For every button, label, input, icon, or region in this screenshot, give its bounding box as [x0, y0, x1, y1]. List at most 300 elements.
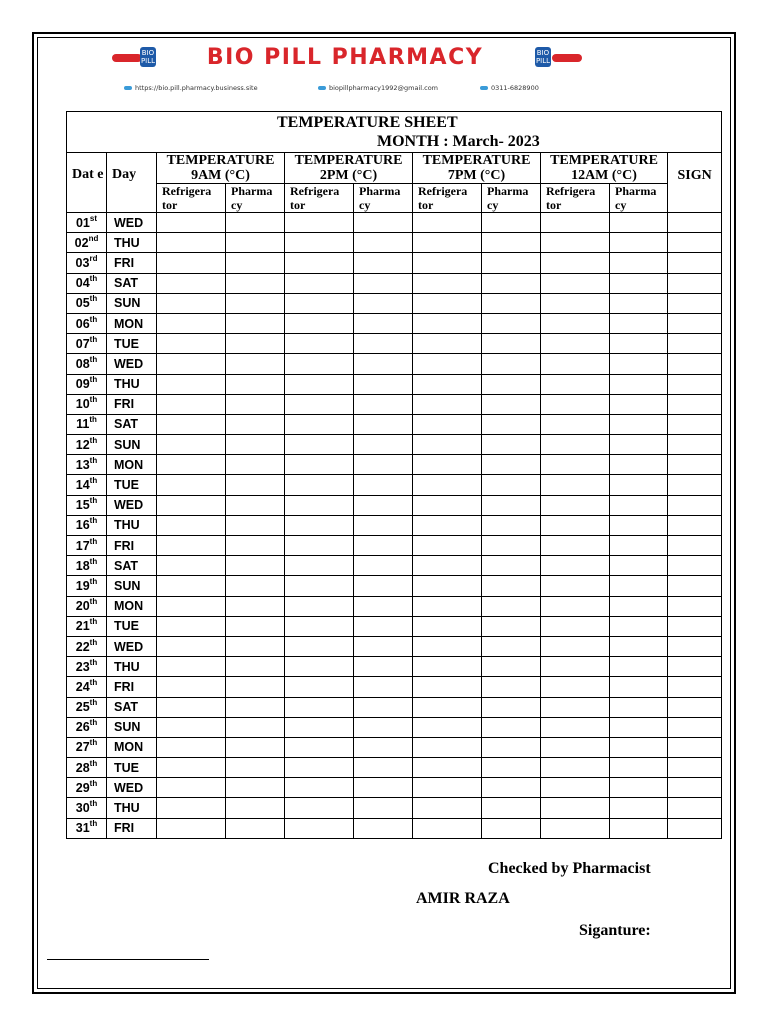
temperature-cell[interactable] [541, 313, 610, 333]
sign-cell[interactable] [668, 758, 722, 778]
sign-cell[interactable] [668, 717, 722, 737]
temperature-cell[interactable] [482, 253, 541, 273]
temperature-cell[interactable] [157, 596, 226, 616]
temperature-cell[interactable] [482, 313, 541, 333]
temperature-cell[interactable] [541, 253, 610, 273]
temperature-cell[interactable] [413, 616, 482, 636]
temperature-cell[interactable] [226, 354, 285, 374]
temperature-cell[interactable] [157, 475, 226, 495]
temperature-cell[interactable] [482, 636, 541, 656]
temperature-cell[interactable] [413, 697, 482, 717]
temperature-cell[interactable] [610, 233, 668, 253]
temperature-cell[interactable] [541, 435, 610, 455]
temperature-cell[interactable] [354, 293, 413, 313]
temperature-cell[interactable] [610, 253, 668, 273]
temperature-cell[interactable] [482, 778, 541, 798]
temperature-cell[interactable] [157, 556, 226, 576]
temperature-cell[interactable] [285, 536, 354, 556]
temperature-cell[interactable] [610, 596, 668, 616]
temperature-cell[interactable] [413, 455, 482, 475]
temperature-cell[interactable] [541, 636, 610, 656]
sign-cell[interactable] [668, 536, 722, 556]
temperature-cell[interactable] [285, 677, 354, 697]
temperature-cell[interactable] [541, 374, 610, 394]
temperature-cell[interactable] [285, 778, 354, 798]
temperature-cell[interactable] [413, 556, 482, 576]
temperature-cell[interactable] [610, 495, 668, 515]
temperature-cell[interactable] [610, 414, 668, 434]
temperature-cell[interactable] [610, 374, 668, 394]
sign-cell[interactable] [668, 576, 722, 596]
sign-cell[interactable] [668, 495, 722, 515]
temperature-cell[interactable] [610, 556, 668, 576]
temperature-cell[interactable] [157, 374, 226, 394]
temperature-cell[interactable] [610, 394, 668, 414]
temperature-cell[interactable] [285, 233, 354, 253]
sign-cell[interactable] [668, 596, 722, 616]
temperature-cell[interactable] [285, 556, 354, 576]
temperature-cell[interactable] [610, 657, 668, 677]
temperature-cell[interactable] [354, 273, 413, 293]
temperature-cell[interactable] [610, 354, 668, 374]
temperature-cell[interactable] [285, 213, 354, 233]
temperature-cell[interactable] [610, 334, 668, 354]
temperature-cell[interactable] [285, 313, 354, 333]
temperature-cell[interactable] [354, 334, 413, 354]
temperature-cell[interactable] [157, 495, 226, 515]
temperature-cell[interactable] [413, 515, 482, 535]
temperature-cell[interactable] [226, 455, 285, 475]
temperature-cell[interactable] [226, 515, 285, 535]
temperature-cell[interactable] [226, 414, 285, 434]
temperature-cell[interactable] [285, 435, 354, 455]
temperature-cell[interactable] [541, 394, 610, 414]
temperature-cell[interactable] [541, 677, 610, 697]
sign-cell[interactable] [668, 636, 722, 656]
temperature-cell[interactable] [413, 293, 482, 313]
temperature-cell[interactable] [226, 293, 285, 313]
temperature-cell[interactable] [482, 213, 541, 233]
temperature-cell[interactable] [413, 495, 482, 515]
temperature-cell[interactable] [285, 354, 354, 374]
table-row [67, 677, 722, 697]
temperature-cell[interactable] [482, 798, 541, 818]
temperature-cell[interactable] [482, 495, 541, 515]
temperature-cell[interactable] [354, 515, 413, 535]
temperature-cell[interactable] [354, 576, 413, 596]
temperature-cell[interactable] [226, 536, 285, 556]
temperature-cell[interactable] [157, 758, 226, 778]
day-cell: SAT [107, 556, 157, 576]
temperature-cell[interactable] [226, 818, 285, 838]
temperature-cell[interactable] [610, 717, 668, 737]
temperature-cell[interactable] [482, 818, 541, 838]
temperature-cell[interactable] [226, 213, 285, 233]
temperature-cell[interactable] [413, 374, 482, 394]
temperature-cell[interactable] [354, 374, 413, 394]
sign-cell[interactable] [668, 374, 722, 394]
temperature-cell[interactable] [226, 556, 285, 576]
temperature-cell[interactable] [285, 596, 354, 616]
temperature-cell[interactable] [354, 536, 413, 556]
temperature-cell[interactable] [541, 354, 610, 374]
temperature-cell[interactable] [226, 253, 285, 273]
temperature-cell[interactable] [541, 576, 610, 596]
temperature-cell[interactable] [226, 798, 285, 818]
temperature-cell[interactable] [610, 536, 668, 556]
temperature-cell[interactable] [285, 758, 354, 778]
temperature-cell[interactable] [226, 778, 285, 798]
temperature-cell[interactable] [354, 313, 413, 333]
temperature-cell[interactable] [354, 455, 413, 475]
temperature-cell[interactable] [610, 213, 668, 233]
temperature-cell[interactable] [541, 657, 610, 677]
temperature-cell[interactable] [157, 657, 226, 677]
temperature-cell[interactable] [157, 334, 226, 354]
temperature-cell[interactable] [482, 293, 541, 313]
checked-by-label: Checked by Pharmacist [488, 860, 651, 877]
temperature-cell[interactable] [285, 495, 354, 515]
temperature-cell[interactable] [354, 798, 413, 818]
temperature-cell[interactable] [157, 536, 226, 556]
temperature-cell[interactable] [157, 737, 226, 757]
temperature-cell[interactable] [226, 616, 285, 636]
temperature-cell[interactable] [482, 758, 541, 778]
temperature-cell[interactable] [413, 414, 482, 434]
temperature-cell[interactable] [354, 778, 413, 798]
temperature-cell[interactable] [354, 435, 413, 455]
table-row [67, 313, 722, 333]
temperature-cell[interactable] [541, 515, 610, 535]
date-suffix: th [89, 677, 98, 687]
temperature-cell[interactable] [285, 636, 354, 656]
date-cell [67, 374, 107, 394]
website-item [124, 84, 258, 92]
temperature-cell[interactable] [354, 818, 413, 838]
temperature-cell[interactable] [354, 253, 413, 273]
temperature-cell[interactable] [157, 253, 226, 273]
temperature-cell[interactable] [354, 495, 413, 515]
temperature-cell[interactable] [226, 576, 285, 596]
day-cell: TUE [107, 475, 157, 495]
temperature-cell[interactable] [157, 818, 226, 838]
temperature-cell[interactable] [610, 636, 668, 656]
temperature-cell[interactable] [157, 213, 226, 233]
temperature-cell[interactable] [354, 394, 413, 414]
sign-cell[interactable] [668, 455, 722, 475]
temperature-cell[interactable] [354, 213, 413, 233]
temperature-cell[interactable] [482, 455, 541, 475]
temperature-cell[interactable] [413, 657, 482, 677]
temperature-cell[interactable] [541, 273, 610, 293]
temperature-cell[interactable] [285, 455, 354, 475]
temperature-cell[interactable] [157, 697, 226, 717]
temperature-cell[interactable] [413, 253, 482, 273]
temperature-cell[interactable] [285, 798, 354, 818]
sign-cell[interactable] [668, 435, 722, 455]
temperature-cell[interactable] [482, 374, 541, 394]
temperature-cell[interactable] [157, 233, 226, 253]
temperature-cell[interactable] [610, 293, 668, 313]
temperature-cell[interactable] [482, 475, 541, 495]
temperature-cell[interactable] [157, 455, 226, 475]
temperature-cell[interactable] [610, 677, 668, 697]
temperature-cell[interactable] [610, 818, 668, 838]
temperature-cell[interactable] [285, 414, 354, 434]
temperature-cell[interactable] [541, 455, 610, 475]
temperature-cell[interactable] [541, 778, 610, 798]
table-row [67, 616, 722, 636]
temperature-cell[interactable] [157, 414, 226, 434]
temperature-cell[interactable] [226, 475, 285, 495]
temperature-cell[interactable] [482, 414, 541, 434]
temperature-cell[interactable] [413, 536, 482, 556]
temperature-cell[interactable] [354, 414, 413, 434]
temperature-cell[interactable] [157, 576, 226, 596]
sign-cell[interactable] [668, 697, 722, 717]
temperature-cell[interactable] [482, 334, 541, 354]
sign-cell[interactable] [668, 233, 722, 253]
temperature-cell[interactable] [285, 273, 354, 293]
temperature-cell[interactable] [482, 737, 541, 757]
temperature-cell[interactable] [541, 818, 610, 838]
temperature-cell[interactable] [226, 657, 285, 677]
temperature-cell[interactable] [413, 798, 482, 818]
temperature-cell[interactable] [413, 758, 482, 778]
temperature-cell[interactable] [413, 354, 482, 374]
temperature-cell[interactable] [226, 313, 285, 333]
temperature-cell[interactable] [541, 616, 610, 636]
temperature-cell[interactable] [226, 435, 285, 455]
temperature-cell[interactable] [482, 536, 541, 556]
temperature-cell[interactable] [354, 717, 413, 737]
temperature-cell[interactable] [541, 737, 610, 757]
temperature-cell[interactable] [354, 636, 413, 656]
sign-cell[interactable] [668, 515, 722, 535]
temperature-cell[interactable] [610, 798, 668, 818]
temperature-cell[interactable] [610, 313, 668, 333]
temperature-cell[interactable] [482, 596, 541, 616]
table-row [67, 717, 722, 737]
sign-cell[interactable] [668, 737, 722, 757]
temperature-cell[interactable] [226, 596, 285, 616]
temperature-cell[interactable] [157, 273, 226, 293]
temperature-cell[interactable] [354, 758, 413, 778]
temperature-cell[interactable] [285, 293, 354, 313]
temperature-cell[interactable] [285, 334, 354, 354]
temperature-cell[interactable] [413, 313, 482, 333]
date-number: 09 [75, 377, 90, 392]
temperature-cell[interactable] [285, 475, 354, 495]
temperature-cell[interactable] [285, 657, 354, 677]
temperature-cell[interactable] [413, 677, 482, 697]
temperature-cell[interactable] [354, 677, 413, 697]
temperature-cell[interactable] [285, 737, 354, 757]
temperature-cell[interactable] [285, 697, 354, 717]
temperature-cell[interactable] [610, 737, 668, 757]
temperature-cell[interactable] [354, 737, 413, 757]
temperature-cell[interactable] [610, 475, 668, 495]
temperature-cell[interactable] [610, 758, 668, 778]
date-cell [67, 778, 107, 798]
temperature-cell[interactable] [226, 677, 285, 697]
temperature-cell[interactable] [157, 313, 226, 333]
temperature-cell[interactable] [541, 334, 610, 354]
temperature-cell[interactable] [413, 213, 482, 233]
temperature-cell[interactable] [226, 233, 285, 253]
temperature-cell[interactable] [157, 394, 226, 414]
sign-cell[interactable] [668, 475, 722, 495]
temperature-cell[interactable] [541, 475, 610, 495]
temperature-cell[interactable] [285, 818, 354, 838]
temperature-cell[interactable] [354, 596, 413, 616]
temperature-cell[interactable] [482, 677, 541, 697]
temperature-cell[interactable] [354, 354, 413, 374]
temperature-cell[interactable] [354, 616, 413, 636]
temperature-cell[interactable] [413, 233, 482, 253]
sign-cell[interactable] [668, 677, 722, 697]
temperature-cell[interactable] [541, 758, 610, 778]
temperature-cell[interactable] [541, 293, 610, 313]
temperature-cell[interactable] [285, 616, 354, 636]
sign-cell[interactable] [668, 778, 722, 798]
table-row [67, 455, 722, 475]
temperature-cell[interactable] [482, 354, 541, 374]
temperature-cell[interactable] [157, 435, 226, 455]
temperature-cell[interactable] [610, 576, 668, 596]
temperature-cell[interactable] [482, 576, 541, 596]
temperature-cell[interactable] [226, 334, 285, 354]
temperature-cell[interactable] [285, 717, 354, 737]
temperature-cell[interactable] [157, 778, 226, 798]
temperature-cell[interactable] [541, 798, 610, 818]
sign-cell[interactable] [668, 354, 722, 374]
temperature-cell[interactable] [482, 273, 541, 293]
temperature-cell[interactable] [226, 394, 285, 414]
temperature-cell[interactable] [482, 657, 541, 677]
temperature-cell[interactable] [413, 273, 482, 293]
temperature-cell[interactable] [354, 233, 413, 253]
temperature-cell[interactable] [354, 657, 413, 677]
sign-cell[interactable] [668, 798, 722, 818]
temperature-cell[interactable] [354, 556, 413, 576]
date-cell [67, 636, 107, 656]
temperature-cell[interactable] [354, 475, 413, 495]
temperature-cell[interactable] [354, 697, 413, 717]
temperature-cell[interactable] [482, 394, 541, 414]
temperature-cell[interactable] [482, 697, 541, 717]
temperature-cell[interactable] [541, 536, 610, 556]
temperature-cell[interactable] [285, 576, 354, 596]
temperature-cell[interactable] [610, 778, 668, 798]
temperature-cell[interactable] [610, 435, 668, 455]
sign-cell[interactable] [668, 657, 722, 677]
temperature-cell[interactable] [226, 636, 285, 656]
temperature-cell[interactable] [285, 394, 354, 414]
temperature-cell[interactable] [413, 717, 482, 737]
temperature-cell[interactable] [157, 717, 226, 737]
temperature-cell[interactable] [413, 435, 482, 455]
temperature-cell[interactable] [541, 556, 610, 576]
temperature-cell[interactable] [541, 495, 610, 515]
temperature-cell[interactable] [157, 293, 226, 313]
sign-cell[interactable] [668, 293, 722, 313]
temperature-cell[interactable] [610, 616, 668, 636]
temperature-cell[interactable] [157, 515, 226, 535]
sign-cell[interactable] [668, 414, 722, 434]
temperature-cell[interactable] [226, 374, 285, 394]
temperature-cell[interactable] [482, 435, 541, 455]
temperature-cell[interactable] [413, 475, 482, 495]
temperature-cell[interactable] [413, 636, 482, 656]
temperature-cell[interactable] [413, 334, 482, 354]
temperature-cell[interactable] [541, 233, 610, 253]
temperature-cell[interactable] [610, 455, 668, 475]
sign-cell[interactable] [668, 394, 722, 414]
temperature-cell[interactable] [413, 596, 482, 616]
sign-cell[interactable] [668, 253, 722, 273]
temperature-cell[interactable] [285, 515, 354, 535]
temperature-cell[interactable] [413, 778, 482, 798]
temperature-cell[interactable] [226, 697, 285, 717]
temperature-cell[interactable] [157, 616, 226, 636]
temperature-cell[interactable] [610, 273, 668, 293]
temperature-cell[interactable] [610, 697, 668, 717]
temperature-cell[interactable] [541, 414, 610, 434]
temperature-cell[interactable] [157, 354, 226, 374]
header-day: Day [107, 153, 157, 213]
temperature-cell[interactable] [285, 253, 354, 273]
temperature-cell[interactable] [226, 758, 285, 778]
temperature-cell[interactable] [226, 737, 285, 757]
temperature-cell[interactable] [226, 717, 285, 737]
temperature-cell[interactable] [226, 273, 285, 293]
date-cell [67, 556, 107, 576]
temperature-cell[interactable] [541, 596, 610, 616]
temperature-cell[interactable] [413, 818, 482, 838]
temperature-cell[interactable] [541, 697, 610, 717]
date-suffix: th [89, 435, 98, 445]
temperature-cell[interactable] [413, 576, 482, 596]
sign-cell[interactable] [668, 556, 722, 576]
sign-cell[interactable] [668, 334, 722, 354]
temperature-cell[interactable] [157, 798, 226, 818]
sign-cell[interactable] [668, 273, 722, 293]
date-suffix: th [89, 415, 97, 425]
temperature-cell[interactable] [482, 556, 541, 576]
temperature-cell[interactable] [482, 515, 541, 535]
temperature-cell[interactable] [482, 616, 541, 636]
temperature-cell[interactable] [413, 394, 482, 414]
date-number: 27 [75, 740, 90, 755]
day-cell: WED [107, 213, 157, 233]
temperature-cell[interactable] [541, 717, 610, 737]
temperature-cell[interactable] [610, 515, 668, 535]
temperature-cell[interactable] [226, 495, 285, 515]
temperature-cell[interactable] [541, 213, 610, 233]
temperature-cell[interactable] [285, 374, 354, 394]
temperature-cell[interactable] [157, 636, 226, 656]
sign-cell[interactable] [668, 313, 722, 333]
day-cell: MON [107, 737, 157, 757]
sign-cell[interactable] [668, 818, 722, 838]
temperature-cell[interactable] [482, 233, 541, 253]
temperature-cell[interactable] [413, 737, 482, 757]
sign-cell[interactable] [668, 616, 722, 636]
temperature-cell[interactable] [482, 717, 541, 737]
temperature-cell[interactable] [157, 677, 226, 697]
sign-cell[interactable] [668, 213, 722, 233]
